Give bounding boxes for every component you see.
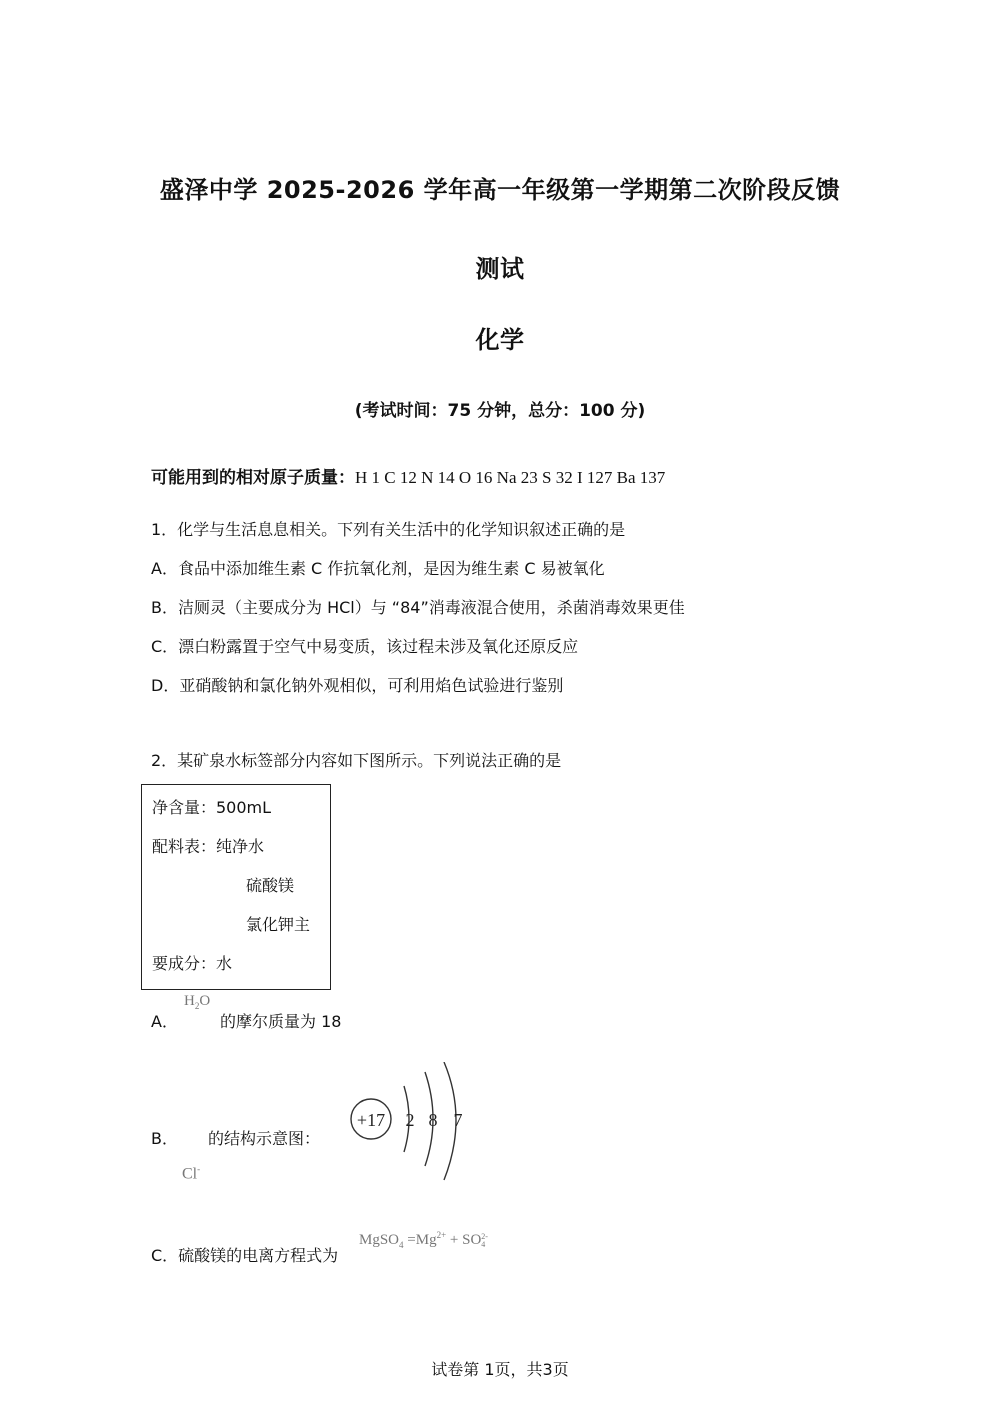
page-footer: 试卷第 1页，共3页 [431, 1360, 569, 1379]
q2-option-b-prefix: B． [151, 1129, 178, 1148]
q2-stem: 2．某矿泉水标签部分内容如下图所示。下列说法正确的是 [151, 751, 562, 770]
label-row-main-component: 要成分：水 [152, 954, 233, 973]
q1-stem: 1．化学与生活息息相关。下列有关生活中的化学知识叙述正确的是 [151, 520, 626, 539]
q1-option-d: D．亚硝酸钠和氯化钠外观相似，可利用焰色试验进行鉴别 [151, 676, 564, 695]
shell-electrons-2: 8 [428, 1110, 438, 1130]
atomic-masses-label: 可能用到的相对原子质量： [151, 468, 355, 488]
title-line-2: 测试 [475, 255, 525, 283]
atomic-masses-values: H 1 C 12 N 14 O 16 Na 23 S 32 I 127 Ba 137 [355, 468, 666, 487]
atomic-masses [151, 463, 665, 488]
label-row-magnesium-sulfate: 硫酸镁 [246, 876, 295, 895]
chloride-ion-formula: Cl- [182, 1164, 201, 1183]
ionization-equation: MgSO$_4$ $=Mg^{2+}$ + SO 2- 4 [359, 1230, 488, 1250]
q2-option-a-prefix: A． [151, 1012, 178, 1031]
q2-option-c-text: C．硫酸镁的电离方程式为 [151, 1246, 339, 1265]
label-row-potassium-chloride: 氯化钾主 [246, 915, 311, 934]
label-row-net-content: 净含量：500mL [152, 798, 272, 817]
q1-option-b: B．洁厕灵（主要成分为 HCl）与 “84”消毒液混合使用，杀菌消毒效果更佳 [151, 598, 685, 617]
q1-option-a: A．食品中添加维生素 C 作抗氧化剂，是因为维生素 C 易被氧化 [151, 559, 605, 578]
label-row-ingredients: 配料表：纯净水 [152, 837, 265, 856]
h2o-formula: $H_2O$ [184, 993, 211, 1011]
chlorine-atomic-structure-diagram [340, 1062, 480, 1184]
title-line-1: 盛泽中学 2025-2026 学年高一年级第一学期第二次阶段反馈 [159, 176, 841, 204]
nucleus-charge: +17 [356, 1110, 386, 1130]
mineral-water-label-box [141, 784, 331, 990]
subject-title: 化学 [475, 326, 525, 354]
q2-option-b-text: 的结构示意图： [208, 1129, 321, 1148]
q1-option-c: C．漂白粉露置于空气中易变质，该过程未涉及氧化还原反应 [151, 637, 579, 656]
q2-option-a-text: 的摩尔质量为 18 [220, 1012, 342, 1031]
exam-info: (考试时间：75 分钟，总分：100 分) [354, 401, 646, 421]
shell-electrons-1: 2 [405, 1110, 415, 1130]
shell-electrons-3: 7 [453, 1110, 463, 1130]
